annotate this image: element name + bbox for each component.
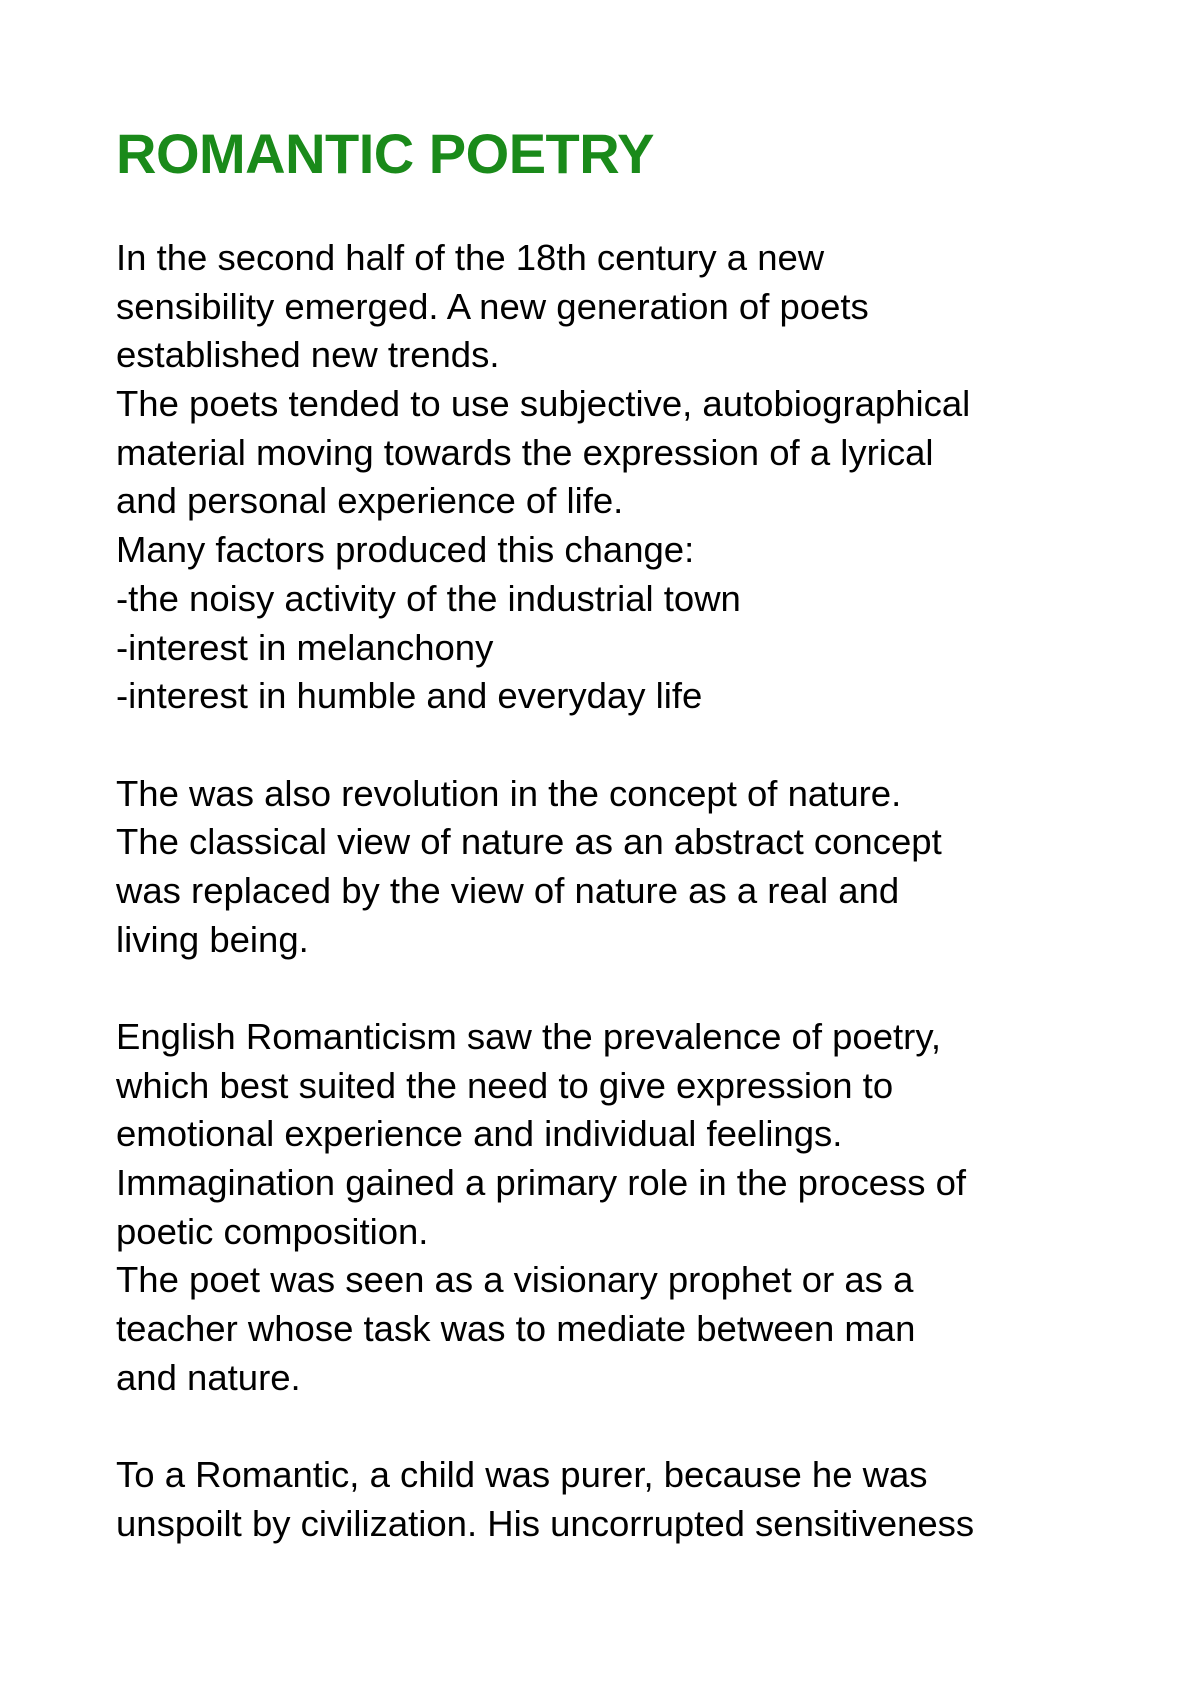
text-line: The was also revolution in the concept of nature.: [116, 772, 902, 814]
text-line: which best suited the need to give expression to: [116, 1064, 894, 1106]
text-line: -interest in melanchony: [116, 626, 494, 668]
text-line: In the second half of the 18th century a new: [116, 237, 825, 278]
text-line: was replaced by the view of nature as a real and: [116, 869, 900, 911]
text-line: living being.: [116, 918, 309, 960]
paragraph-spacer: [116, 721, 1200, 770]
text-line: English Romanticism saw the prevalence of poetry,: [116, 1016, 942, 1057]
document-body: [116, 234, 1200, 1549]
paragraph-spacer: [116, 964, 1200, 1013]
text-line: Many factors produced this change:: [116, 529, 695, 571]
paragraph-spacer: [116, 1403, 1200, 1452]
text-line: emotional experience and individual feelings.: [116, 1113, 843, 1155]
text-line: To a Romantic, a child was purer, because he was: [116, 1454, 928, 1496]
text-line: established new trends.: [116, 334, 500, 376]
text-line: -the noisy activity of the industrial town: [116, 577, 741, 619]
page-title: ROMANTIC POETRY: [116, 122, 654, 185]
text-line: sensibility emerged. A new generation of poets: [116, 285, 869, 327]
text-line: The poet was seen as a visionary prophet or as a: [116, 1259, 914, 1301]
text-line: and nature.: [116, 1356, 301, 1398]
text-line: teacher whose task was to mediate between man: [116, 1308, 916, 1350]
text-line: Immagination gained a primary role in the process of: [116, 1162, 967, 1204]
text-line: material moving towards the expression of a lyrical: [116, 431, 934, 473]
text-line: unspoilt by civilization. His uncorrupted sensitiveness: [116, 1502, 975, 1544]
text-line: The classical view of nature as an abstract concept: [116, 821, 942, 863]
text-line: poetic composition.: [116, 1210, 429, 1252]
text-line: and personal experience of life.: [116, 480, 624, 522]
text-line: The poets tended to use subjective, autobiographical: [116, 383, 971, 425]
text-line: -interest in humble and everyday life: [116, 675, 703, 717]
